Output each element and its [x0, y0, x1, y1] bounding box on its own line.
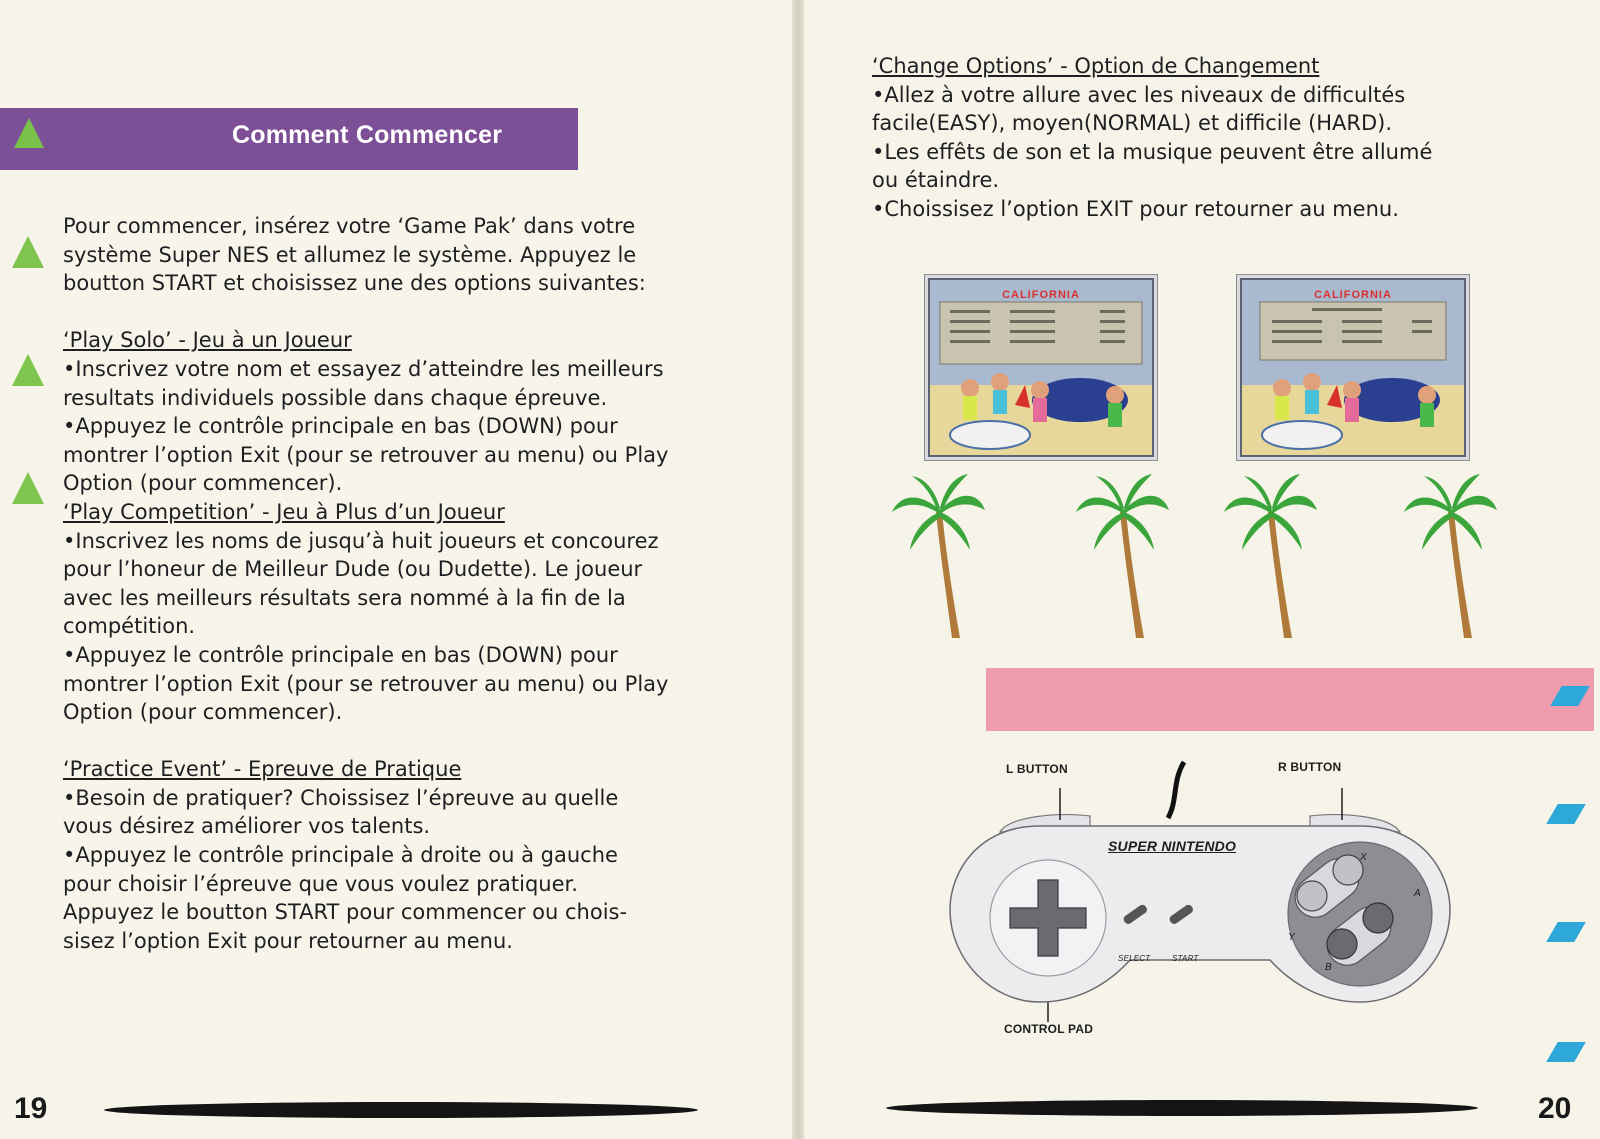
decorative-stroke-left — [104, 1102, 698, 1118]
text-line: pour choisir l’épreuve que vous voulez pratiquer. — [63, 871, 578, 896]
text-line: •Choissisez l’option EXIT pour retourner au menu. — [872, 196, 1399, 221]
decorative-stroke-right — [886, 1100, 1478, 1116]
text-line: •Inscrivez les noms de jusqu’à huit joueurs et concourez — [63, 528, 659, 553]
text-line: avec les meilleurs résultats sera nommé à la fin de la — [63, 585, 626, 610]
text-line: •Appuyez le contrôle principale à droite ou à gauche — [63, 843, 618, 868]
page-number-right: 20 — [1538, 1092, 1572, 1125]
option-heading: ‘Practice Event’ - Epreuve de Pratique — [63, 757, 462, 782]
text-line: sisez l’option Exit pour retourner au menu. — [63, 928, 513, 953]
text-line: Option (pour commencer). — [63, 700, 343, 725]
screenshot-logo: CALIFORNIA — [1314, 289, 1392, 301]
a-button-label: A — [1414, 888, 1421, 899]
l-button-label: L BUTTON — [1006, 762, 1068, 776]
control-pad-label: CONTROL PAD — [1004, 1022, 1094, 1036]
text-line: •Les effêts de son et la musique peuvent être allumé — [872, 139, 1433, 164]
text-line: Option (pour commencer). — [63, 471, 343, 496]
text-line: Pour commencer, insérez votre ‘Game Pak’ dans votre — [63, 214, 636, 238]
y-button-label: Y — [1288, 932, 1295, 943]
text-line: système Super NES et allumez le système. Appuyez le — [63, 242, 637, 267]
text-line: •Appuyez le contrôle principale en bas (DOWN) pour — [63, 414, 618, 439]
palm-tree-icon — [1222, 472, 1318, 640]
snes-controller-icon — [940, 760, 1460, 1060]
section-title: Comment Commencer — [232, 121, 503, 149]
blank-line — [63, 298, 743, 327]
palm-tree-icon — [1074, 472, 1170, 640]
text-line: facile(EASY), moyen(NORMAL) et difficile (HARD). — [872, 111, 1393, 136]
b-button-label: B — [1325, 962, 1332, 973]
option-heading: ‘Change Options’ - Option de Changement — [872, 54, 1320, 78]
controller-brand: SUPER NINTENDO — [1108, 838, 1237, 854]
text-line: boutton START et choisissez une des options suivantes: — [63, 271, 646, 296]
text-line: •Besoin de pratiquer? Choissisez l’épreuve au quelle — [63, 785, 619, 810]
triangle-icon — [12, 472, 44, 504]
page-gutter — [792, 0, 804, 1139]
page-number-left: 19 — [14, 1092, 48, 1125]
right-body-text — [872, 52, 1512, 224]
controller-drawing — [940, 760, 1460, 1060]
triangle-icon — [14, 118, 44, 148]
screenshot-logo: CALIFORNIA — [1002, 289, 1080, 301]
text-line: montrer l’option Exit (pour se retrouver au menu) ou Play — [63, 671, 669, 696]
option-heading: ‘Play Competition’ - Jeu à Plus d’un Joueur — [63, 499, 505, 524]
start-label: START — [1172, 954, 1199, 963]
palm-tree-icon — [890, 472, 986, 640]
text-line: •Appuyez le contrôle principale en bas (DOWN) pour — [63, 642, 618, 667]
option-heading: ‘Play Solo’ - Jeu à un Joueur — [63, 328, 352, 353]
text-line: pour l’honeur de Meilleur Dude (ou Dudette). Le joueur — [63, 557, 643, 582]
text-line: compétition. — [63, 614, 196, 639]
text-line: •Allez à votre allure avec les niveaux de difficultés — [872, 82, 1406, 107]
game-screenshot-2 — [1240, 278, 1466, 457]
triangle-icon — [12, 354, 44, 386]
text-line: ou étaindre. — [872, 168, 1000, 193]
text-line: •Inscrivez votre nom et essayez d’atteindre les meilleurs — [63, 356, 664, 381]
screenshot-scene — [930, 280, 1152, 455]
text-line: resultats individuels possible dans chaque épreuve. — [63, 385, 608, 410]
select-label: SELECT — [1118, 954, 1151, 963]
triangle-icon — [12, 236, 44, 268]
blank-line — [63, 727, 743, 756]
r-button-label: R BUTTON — [1278, 760, 1342, 774]
text-line: Appuyez le boutton START pour commencer ou chois- — [63, 900, 628, 925]
text-line: montrer l’option Exit (pour se retrouver au menu) ou Play — [63, 442, 669, 467]
left-body-text — [63, 212, 743, 955]
decorative-pink-bar — [986, 668, 1594, 731]
game-screenshot-1 — [928, 278, 1154, 457]
x-button-label: X — [1360, 852, 1367, 863]
text-line: vous désirez améliorer vos talents. — [63, 814, 431, 839]
screenshot-scene — [1242, 280, 1464, 455]
palm-tree-icon — [1402, 472, 1498, 640]
